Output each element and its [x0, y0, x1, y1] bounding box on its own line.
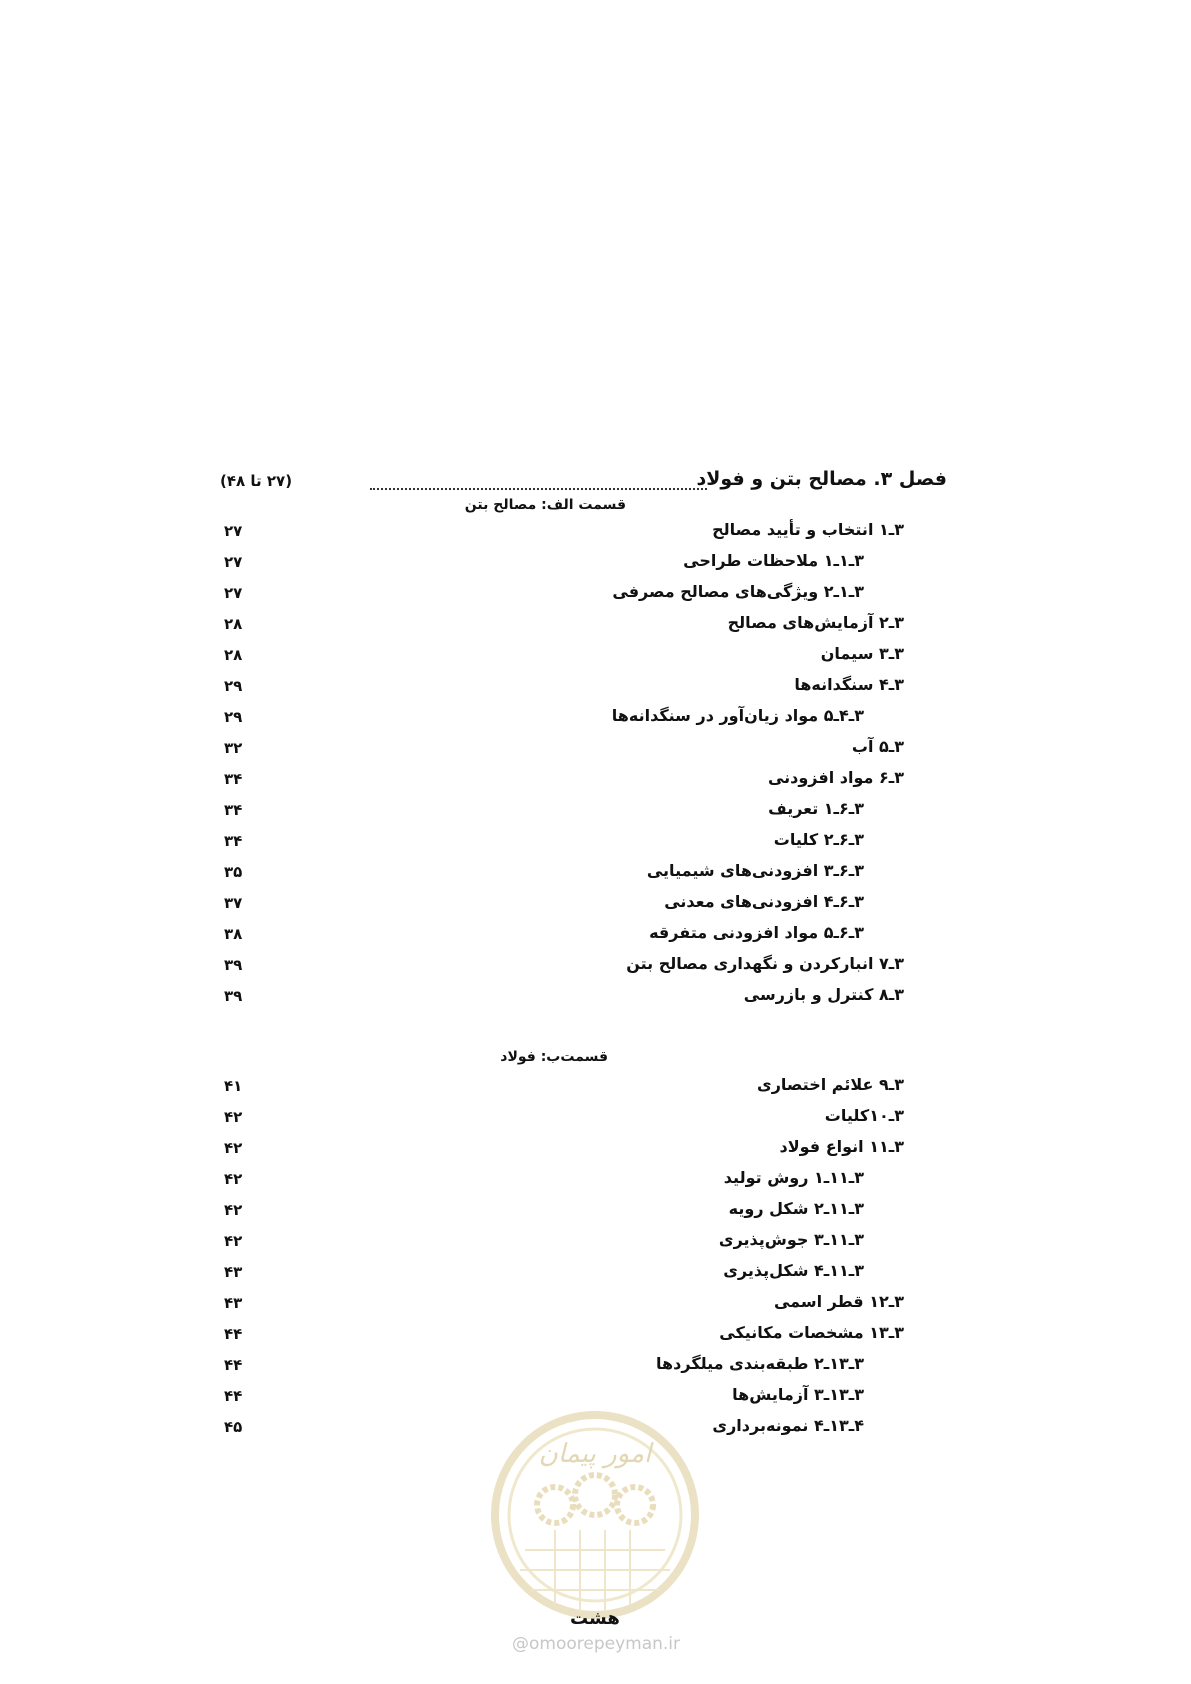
toc-entry-label: ۳ـ۲ آزمایش‌های مصالح [727, 613, 904, 632]
toc-entry-label: ۳ـ۶ـ۵ مواد افزودنی متفرقه [649, 923, 864, 942]
toc-page-number: ۲۸ [224, 646, 243, 664]
toc-page-number: ۲۹ [224, 708, 243, 726]
toc-page-number: ۳۹ [224, 956, 243, 974]
toc-entry-label: ۳ـ۶ـ۴ افزودنی‌های معدنی [664, 892, 864, 911]
toc-row [0, 644, 1191, 674]
toc-page-number: ۴۴ [224, 1387, 243, 1405]
toc-row [0, 830, 1191, 860]
toc-entry-label: ۳ـ۹ علائم اختصاری [757, 1075, 904, 1094]
toc-row [0, 551, 1191, 581]
toc-page-number: ۳۷ [224, 894, 243, 912]
toc-page-number: ۳۲ [224, 739, 243, 757]
toc-page-number: ۴۲ [224, 1139, 243, 1157]
toc-page-number: ۴۲ [224, 1170, 243, 1188]
toc-entry-label: ۳ـ۵ آب [851, 737, 904, 756]
toc-entry-label: ۳ـ۱۳ مشخصات مکانیکی [719, 1323, 904, 1342]
section-b-title: قسمت‌ب: فولاد [500, 1049, 608, 1065]
toc-page-number: ۴۲ [224, 1232, 243, 1250]
toc-entry-label: ۳ـ۱۱ انواع فولاد [779, 1137, 904, 1156]
toc-entry-label: ۳ـ۱۱ـ۱ روش تولید [723, 1168, 864, 1187]
toc-entry-label: ۳ـ۶ مواد افزودنی [767, 768, 904, 787]
toc-entry-label: ۳ـ۸ کنترل و بازرسی [743, 985, 904, 1004]
toc-row [0, 892, 1191, 922]
toc-row [0, 613, 1191, 643]
toc-entry-label: ۳ـ۶ـ۱ تعریف [768, 799, 864, 818]
toc-page-number: ۳۹ [224, 987, 243, 1005]
toc-entry-label: ۳ـ۱ـ۱ ملاحظات طراحی [683, 551, 864, 570]
toc-row [0, 1292, 1191, 1322]
toc-row [0, 675, 1191, 705]
toc-entry-label: ۳ـ۱ـ۲ ویژگی‌های مصالح مصرفی [612, 582, 864, 601]
toc-row [0, 1261, 1191, 1291]
toc-page-number: ۴۴ [224, 1356, 243, 1374]
toc-row [0, 520, 1191, 550]
toc-page-number: ۴۳ [224, 1263, 243, 1281]
toc-page-number: ۴۵ [224, 1418, 243, 1436]
toc-page-number: ۳۵ [224, 863, 243, 881]
toc-row [0, 1106, 1191, 1136]
toc-page-number: ۳۴ [224, 770, 243, 788]
toc-entry-label: ۳ـ۶ـ۲ کلیات [773, 830, 864, 849]
toc-row [0, 985, 1191, 1015]
toc-row [0, 861, 1191, 891]
toc-entry-label: ۳ـ۱۱ـ۴ شکل‌پذیری [723, 1261, 864, 1280]
watermark-site-text: @omoorepeyman.ir [511, 1634, 681, 1654]
svg-text:امور پیمان: امور پیمان [538, 1439, 652, 1469]
toc-page-number: ۴۱ [224, 1077, 243, 1095]
toc-page-number: ۴۴ [224, 1325, 243, 1343]
toc-entry-label: ۳ـ۴ سنگدانه‌ها [794, 675, 904, 694]
toc-row [0, 582, 1191, 612]
toc-entry-label: ۳ـ۳ سیمان [820, 644, 904, 663]
toc-page-number: ۳۸ [224, 925, 243, 943]
chapter-page-range: (۲۷ تا ۴۸) [220, 472, 293, 490]
toc-entry-label: ۴ـ۱۳ـ۴ نمونه‌برداری [712, 1416, 864, 1435]
toc-row [0, 1168, 1191, 1198]
toc-row [0, 1323, 1191, 1353]
watermark-logo [485, 1400, 705, 1640]
toc-page-number: ۴۳ [224, 1294, 243, 1312]
toc-entry-label: ۳ـ۱۱ـ۲ شکل رویه [728, 1199, 864, 1218]
page-number-footer: هشت [570, 1608, 620, 1629]
toc-page-number: ۲۷ [224, 553, 243, 571]
toc-page-number: ۲۹ [224, 677, 243, 695]
toc-page-number: ۲۷ [224, 522, 243, 540]
toc-row [0, 954, 1191, 984]
toc-entry-label: ۳ـ۱ انتخاب و تأیید مصالح [712, 520, 904, 539]
toc-page-number: ۳۴ [224, 832, 243, 850]
toc-row [0, 1230, 1191, 1260]
toc-entry-label: ۳ـ۱۰کلیات [824, 1106, 904, 1125]
toc-row [0, 1075, 1191, 1105]
toc-page-number: ۲۸ [224, 615, 243, 633]
toc-row [0, 1137, 1191, 1167]
toc-page-number: ۴۲ [224, 1201, 243, 1219]
toc-row [0, 737, 1191, 767]
toc-row [0, 1199, 1191, 1229]
toc-page-number: ۲۷ [224, 584, 243, 602]
leader-dots [370, 488, 707, 490]
toc-entry-label: ۳ـ۱۳ـ۲ طبقه‌بندی میلگردها [656, 1354, 864, 1373]
toc-page-number: ۴۲ [224, 1108, 243, 1126]
toc-entry-label: ۳ـ۱۲ قطر اسمی [773, 1292, 904, 1311]
section-a-title: قسمت الف: مصالح بتن [464, 497, 626, 513]
toc-row [0, 1354, 1191, 1384]
toc-row [0, 923, 1191, 953]
chapter-title: فصل ۳. مصالح بتن و فولاد [696, 468, 947, 490]
toc-entry-label: ۳ـ۶ـ۳ افزودنی‌های شیمیایی [646, 861, 864, 880]
toc-row [0, 706, 1191, 736]
toc-entry-label: ۳ـ۱۳ـ۳ آزمایش‌ها [732, 1385, 864, 1404]
toc-entry-label: ۳ـ۴ـ۵ مواد زیان‌آور در سنگدانه‌ها [611, 706, 864, 725]
toc-row [0, 799, 1191, 829]
toc-row [0, 768, 1191, 798]
toc-entry-label: ۳ـ۷ انبارکردن و نگهداری مصالح بتن [626, 954, 904, 973]
toc-entry-label: ۳ـ۱۱ـ۳ جوش‌پذیری [718, 1230, 864, 1249]
toc-page-number: ۳۴ [224, 801, 243, 819]
